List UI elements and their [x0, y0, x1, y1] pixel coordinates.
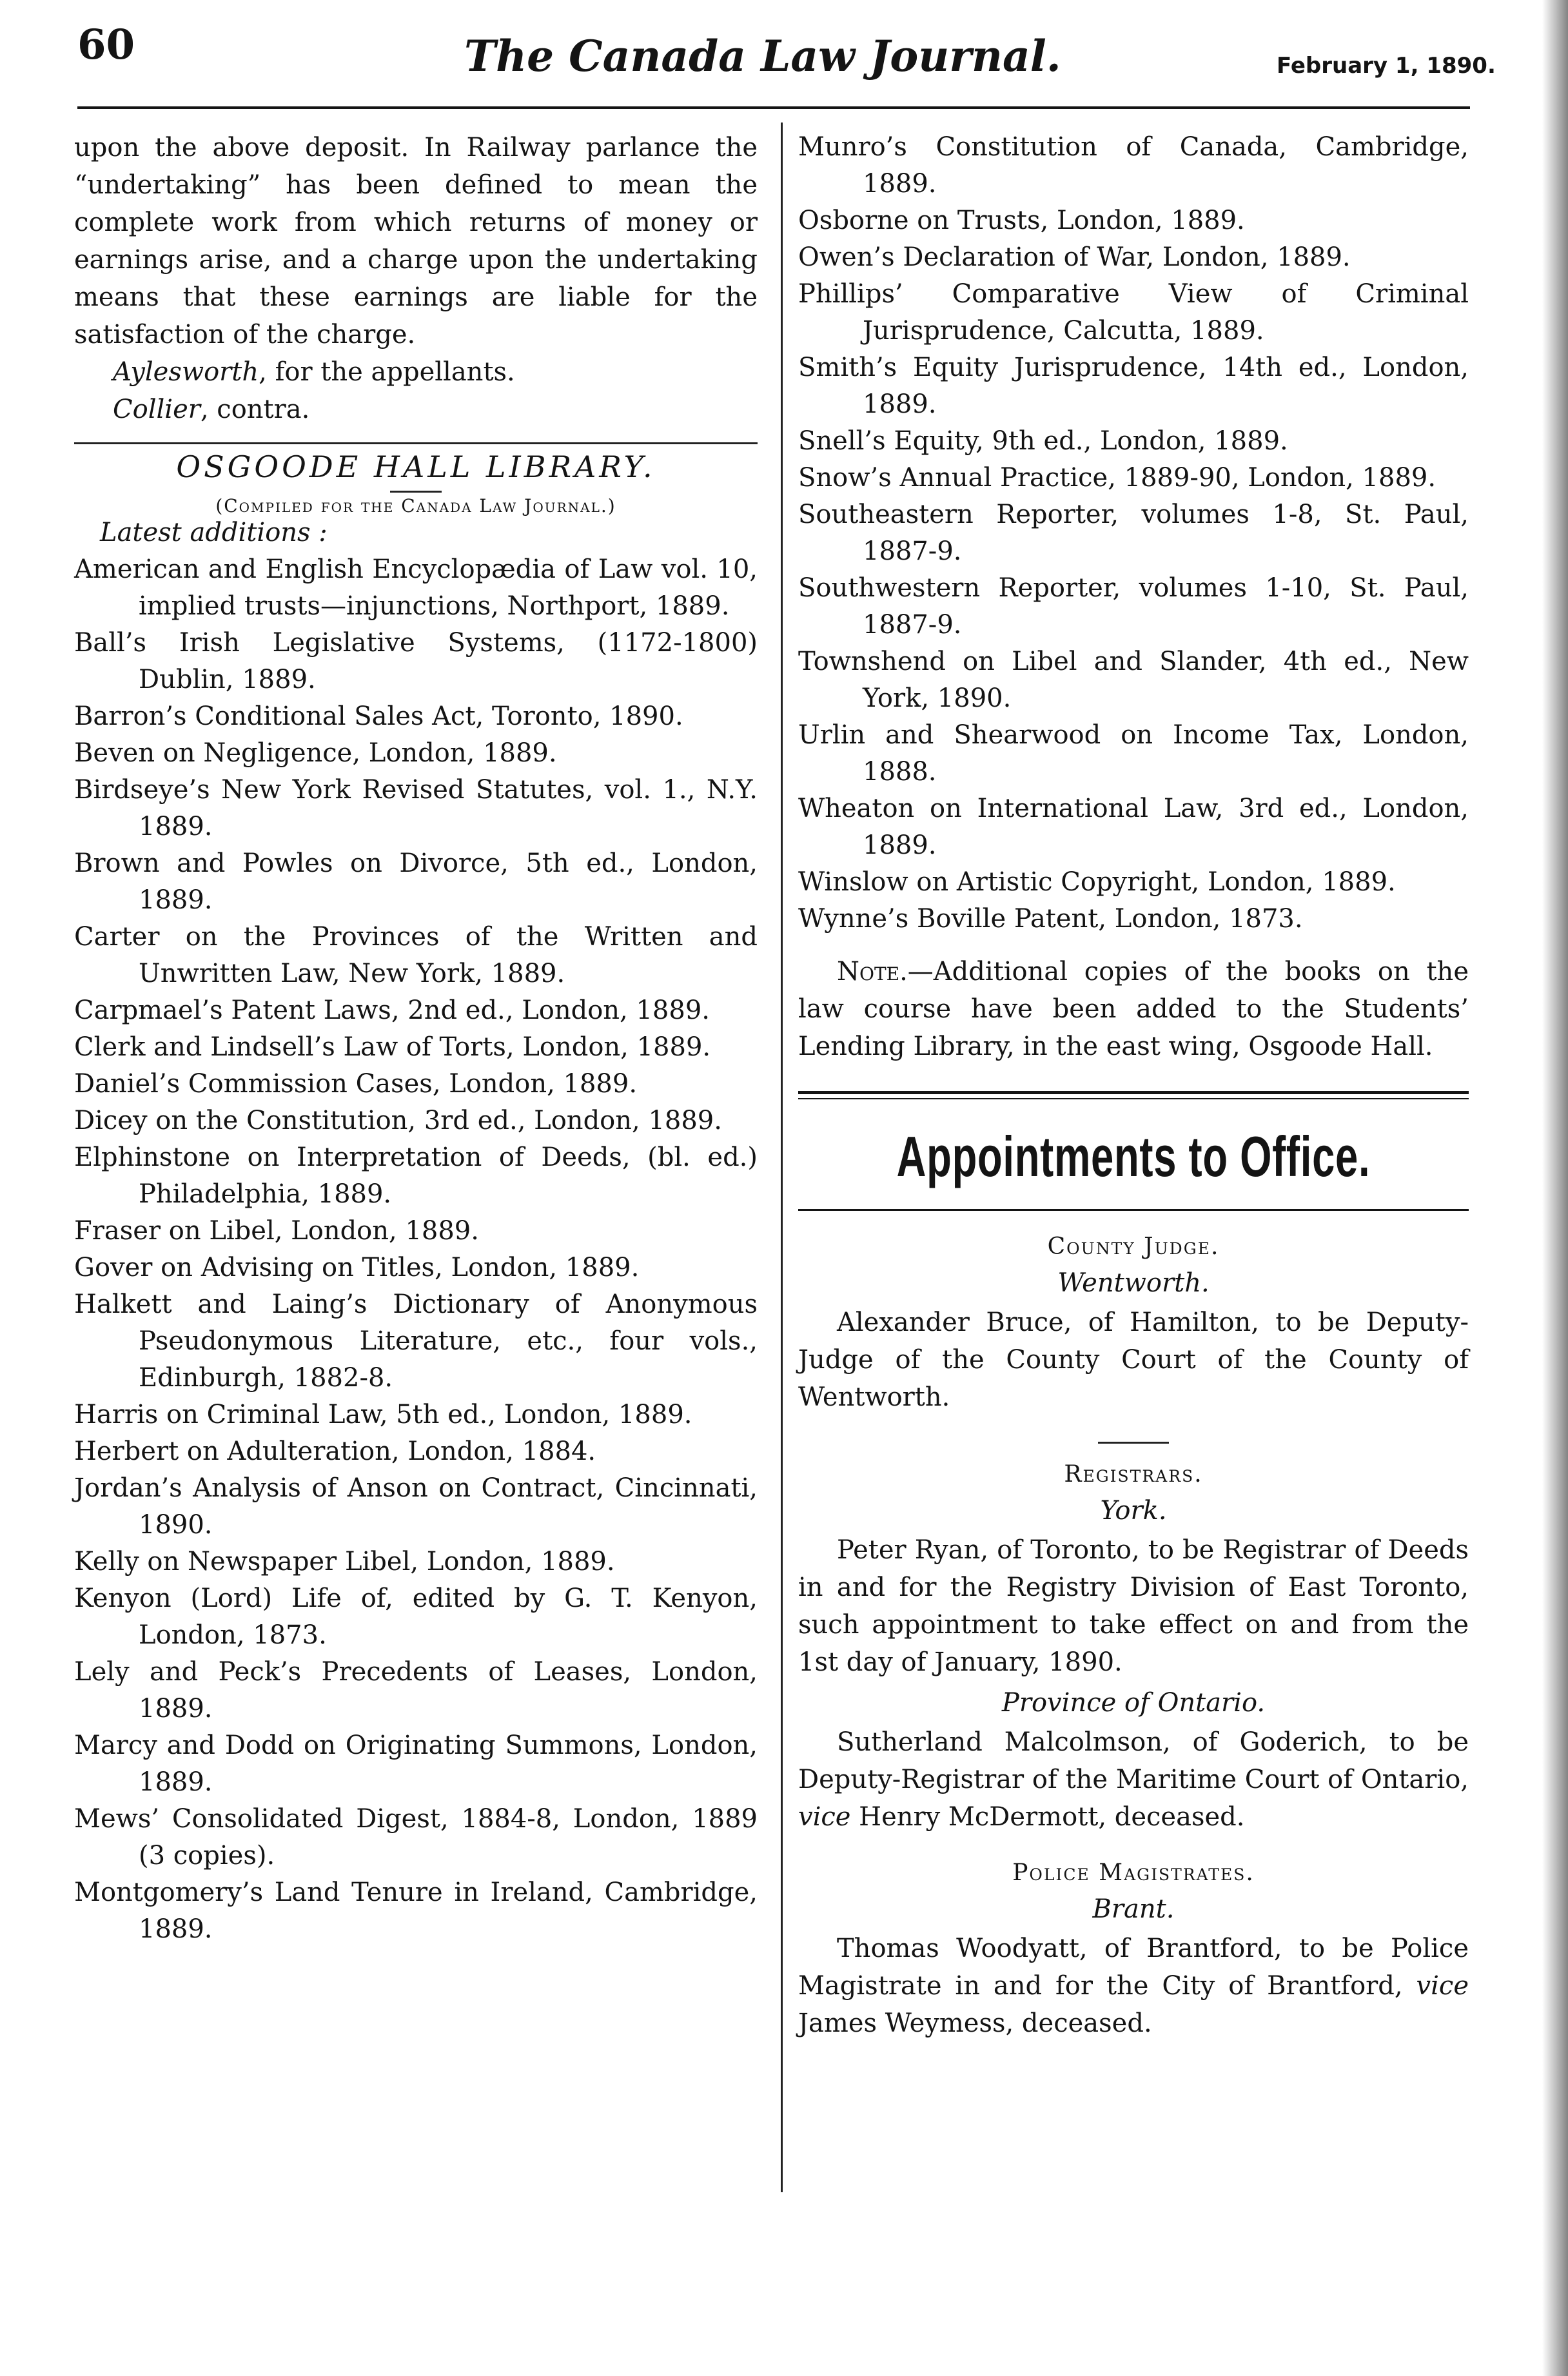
- library-entry: Jordan’s Analysis of Anson on Contract, Cincinnati, 1890.: [74, 1473, 758, 1540]
- library-entry: Osborne on Trusts, London, 1889.: [798, 206, 1245, 235]
- page-number: 60: [77, 21, 135, 69]
- library-entry: Carter on the Provinces of the Written and Unwritten Law, New York, 1889.: [74, 922, 758, 988]
- library-entry: Carpmael’s Patent Laws, 2nd ed., London, 1889.: [74, 996, 710, 1025]
- county-judge-text: Alexander Bruce, of Hamilton, to be Deputy-Judge of the County Court of the County of Wentworth.: [798, 1308, 1469, 1412]
- section-separator: [1098, 1442, 1169, 1444]
- brant-text-a: Thomas Woodyatt, of Brantford, to be Police Magistrate in and for the City of Brantford,: [798, 1934, 1469, 2001]
- binding-edge-shadow: [1542, 0, 1568, 2376]
- appointments-rule: [798, 1209, 1469, 1211]
- library-entry: Gover on Advising on Titles, London, 1889.: [74, 1253, 640, 1282]
- compiled-note: (Compiled for the Canada Law Journal.): [215, 495, 616, 516]
- double-rule: [798, 1091, 1469, 1099]
- library-title: OSGOODE HALL LIBRARY.: [176, 449, 656, 484]
- page-header: [0, 0, 1568, 110]
- short-rule: [390, 491, 442, 493]
- ontario-vice: vice: [798, 1802, 851, 1832]
- police-magistrates-heading: Police Magistrates.: [1012, 1860, 1255, 1886]
- library-entry: Herbert on Adulteration, London, 1884.: [74, 1437, 596, 1466]
- library-entry: Wynne’s Boville Patent, London, 1873.: [798, 904, 1303, 934]
- library-entry: American and English Encyclopædia of Law vol. 10, implied trusts—injunctions, Northport, 1889.: [74, 555, 758, 621]
- right-column: [798, 129, 1469, 2042]
- registrars-ontario-text: [798, 1723, 1469, 1836]
- library-entry: Dicey on the Constitution, 3rd ed., London, 1889.: [74, 1106, 722, 1135]
- opening-paragraph: upon the above deposit. In Railway parlance the “undertaking” has been defined to mean the complete work from which returns of money or earnings arise, and a charge upon the undertaking means that these earnings are liable for the satisfaction of the charge.: [74, 133, 758, 349]
- brant-vice: vice: [1416, 1971, 1469, 2001]
- library-entry: Townshend on Libel and Slander, 4th ed., New York, 1890.: [798, 647, 1469, 713]
- journal-title: The Canada Law Journal.: [464, 31, 1061, 81]
- library-entry: Ball’s Irish Legislative Systems, (1172-1800) Dublin, 1889.: [74, 628, 758, 694]
- library-entries-right: [798, 129, 1469, 938]
- library-entry: Snell’s Equity, 9th ed., London, 1889.: [798, 426, 1288, 456]
- county-judge-place: Wentworth.: [1057, 1268, 1210, 1298]
- library-entry: Southeastern Reporter, volumes 1-8, St. Paul, 1887-9.: [798, 500, 1469, 566]
- section-rule: [74, 442, 758, 444]
- library-entry: Urlin and Shearwood on Income Tax, London, 1888.: [798, 720, 1469, 787]
- ontario-text-b: Henry McDermott, deceased.: [850, 1802, 1245, 1832]
- library-entry: Wheaton on International Law, 3rd ed., London, 1889.: [798, 794, 1469, 860]
- library-entry: Montgomery’s Land Tenure in Ireland, Cambridge, 1889.: [74, 1878, 758, 1944]
- counsel-name: Collier: [113, 395, 201, 424]
- county-judge-heading: County Judge.: [1047, 1233, 1220, 1260]
- library-entry: Mews’ Consolidated Digest, 1884-8, London, 1889 (3 copies).: [74, 1804, 758, 1870]
- library-entry: Fraser on Libel, London, 1889.: [74, 1216, 479, 1246]
- brant-text-b: James Weymess, deceased.: [798, 2008, 1152, 2038]
- counsel-name: Aylesworth: [113, 357, 259, 387]
- library-entry: Munro’s Constitution of Canada, Cambridge, 1889.: [798, 132, 1469, 199]
- library-entry: Birdseye’s New York Revised Statutes, vol. 1., N.Y. 1889.: [74, 775, 758, 841]
- note-text: —Additional copies of the books on the law course have been added to the Students’ Lending Library, in the east wing, Osgoode Hall.: [798, 957, 1469, 1061]
- library-entry: Barron’s Conditional Sales Act, Toronto, 1890.: [74, 702, 683, 731]
- library-entry: Clerk and Lindsell’s Law of Torts, London, 1889.: [74, 1032, 711, 1062]
- library-entry: Phillips’ Comparative View of Criminal Jurisprudence, Calcutta, 1889.: [798, 279, 1469, 346]
- note-lead: Note.: [837, 957, 908, 987]
- latest-additions-label: Latest additions :: [100, 518, 328, 547]
- counsel-appellants: [74, 353, 758, 391]
- library-entry: Winslow on Artistic Copyright, London, 1889.: [798, 867, 1396, 897]
- library-entry: Brown and Powles on Divorce, 5th ed., London, 1889.: [74, 849, 758, 915]
- library-entries-left: [74, 551, 758, 1948]
- library-note: [798, 953, 1469, 1065]
- issue-date: February 1, 1890.: [1277, 53, 1496, 79]
- registrars-ontario-place: Province of Ontario.: [1001, 1688, 1266, 1718]
- library-entry: Kelly on Newspaper Libel, London, 1889.: [74, 1547, 615, 1576]
- column-divider: [781, 123, 783, 2192]
- library-entry: Elphinstone on Interpretation of Deeds, (bl. ed.) Philadelphia, 1889.: [74, 1143, 758, 1209]
- library-entry: Southwestern Reporter, volumes 1-10, St. Paul, 1887-9.: [798, 573, 1469, 640]
- appointments-title: Appointments to Office.: [896, 1124, 1371, 1188]
- library-entry: Daniel’s Commission Cases, London, 1889.: [74, 1069, 638, 1099]
- registrars-york-place: York.: [1100, 1496, 1167, 1526]
- library-entry: Snow’s Annual Practice, 1889-90, London, 1889.: [798, 463, 1436, 493]
- counsel-role: , for the appellants.: [259, 357, 515, 387]
- header-rule: [77, 106, 1470, 109]
- police-magistrates-place: Brant.: [1092, 1894, 1175, 1924]
- left-column: [74, 129, 758, 1948]
- library-entry: Smith’s Equity Jurisprudence, 14th ed., London, 1889.: [798, 353, 1469, 419]
- library-entry: Owen’s Declaration of War, London, 1889.: [798, 242, 1351, 272]
- counsel-contra: [74, 391, 758, 428]
- police-magistrates-text: [798, 1930, 1469, 2042]
- library-entry: Halkett and Laing’s Dictionary of Anonymous Pseudonymous Literature, etc., four vols., Edinburgh, 1882-8.: [74, 1290, 758, 1393]
- registrars-heading: Registrars.: [1064, 1461, 1203, 1487]
- library-entry: Lely and Peck’s Precedents of Leases, London, 1889.: [74, 1657, 758, 1723]
- library-entry: Marcy and Dodd on Originating Summons, London, 1889.: [74, 1731, 758, 1797]
- library-entry: Kenyon (Lord) Life of, edited by G. T. Kenyon, London, 1873.: [74, 1584, 758, 1650]
- ontario-text-a: Sutherland Malcolmson, of Goderich, to be Deputy-Registrar of the Maritime Court of Ontario,: [798, 1727, 1469, 1794]
- library-entry: Beven on Negligence, London, 1889.: [74, 738, 557, 768]
- registrars-york-text: Peter Ryan, of Toronto, to be Registrar of Deeds in and for the Registry Division of East Toronto, such appointment to take effect on and from the 1st day of January, 1890.: [798, 1535, 1469, 1677]
- counsel-role: , contra.: [200, 395, 310, 424]
- library-entry: Harris on Criminal Law, 5th ed., London, 1889.: [74, 1400, 692, 1429]
